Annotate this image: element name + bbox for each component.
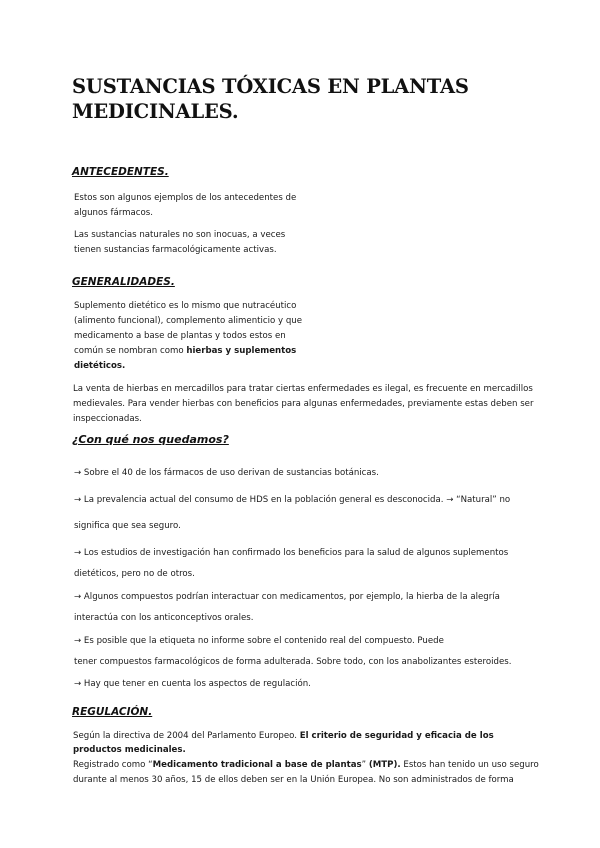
quedamos-line-2: → La prevalencia actual del consumo de HDS en la población general es desconocida. → “Natural” no — [74, 495, 511, 505]
heading-regulacion: REGULACIÓN. — [72, 706, 153, 718]
quedamos-line-5: dietéticos, pero no de otros. — [74, 569, 195, 579]
document-title: SUSTANCIAS TÓXICAS EN PLANTAS MEDICINALES. — [72, 75, 469, 123]
regulacion-paragraph-2 — [73, 758, 543, 788]
regulacion-paragraph-2-mid: ” — [361, 760, 369, 770]
heading-generalidades: GENERALIDADES. — [72, 276, 175, 288]
regulacion-paragraph-2-bold: Medicamento tradicional a base de plantas — [152, 760, 362, 770]
generalidades-paragraph-1-text: Suplemento dietético es lo mismo que nutracéutico (alimento funcional), complemento alimenticio y que medicamento a base de plantas y todos estos en común se nombran como — [74, 301, 303, 356]
heading-antecedentes: ANTECEDENTES. — [72, 166, 169, 178]
regulacion-paragraph-1 — [73, 729, 543, 757]
quedamos-line-6: → Algunos compuestos podrían interactuar con medicamentos, por ejemplo, la hierba de la alegría — [74, 592, 500, 602]
quedamos-line-9: tener compuestos farmacológicos de forma adulterada. Sobre todo, con los anabolizantes esteroides. — [74, 657, 512, 667]
regulacion-paragraph-1-text: Según la directiva de 2004 del Parlamento Europeo. — [73, 731, 300, 741]
regulacion-paragraph-2-post: Estos han tenido un uso seguro durante al menos 30 años, 15 de ellos deben ser en la Unión Europea. No son administrados de forma — [73, 760, 539, 785]
quedamos-line-4: → Los estudios de investigación han confirmado los beneficios para la salud de algunos suplementos — [74, 548, 509, 558]
quedamos-line-1: → Sobre el 40 de los fármacos de uso derivan de sustancias botánicas. — [74, 468, 379, 478]
generalidades-paragraph-2: La venta de hierbas en mercadillos para tratar ciertas enfermedades es ilegal, es frecuente en mercadillos medievales. Para vender hierbas con beneficios para algunas enfermedades, previamente estas deben ser inspeccionadas. — [73, 384, 534, 424]
antecedentes-paragraph-1: Estos son algunos ejemplos de los antecedentes de algunos fármacos. — [74, 193, 297, 218]
quedamos-line-3: significa que sea seguro. — [74, 521, 181, 531]
generalidades-paragraph-1 — [74, 299, 306, 374]
antecedentes-paragraph-2: Las sustancias naturales no son inocuas, a veces tienen sustancias farmacológicamente activas. — [74, 230, 286, 255]
regulacion-paragraph-2-pre: Registrado como “ — [73, 760, 153, 770]
quedamos-line-7: interactúa con los anticonceptivos orales. — [74, 613, 254, 623]
quedamos-line-10: → Hay que tener en cuenta los aspectos de regulación. — [74, 679, 311, 689]
generalidades-paragraph-1-bold: hierbas y suplementos dietéticos. — [74, 346, 297, 371]
regulacion-paragraph-2-bold-2: (MTP). — [368, 760, 401, 770]
heading-con-que-nos-quedamos: ¿Con qué nos quedamos? — [72, 433, 229, 446]
regulacion-paragraph-1-bold: El criterio de seguridad y eficacia de los productos medicinales. — [73, 731, 494, 755]
quedamos-line-8: → Es posible que la etiqueta no informe sobre el contenido real del compuesto. Puede — [74, 636, 444, 646]
